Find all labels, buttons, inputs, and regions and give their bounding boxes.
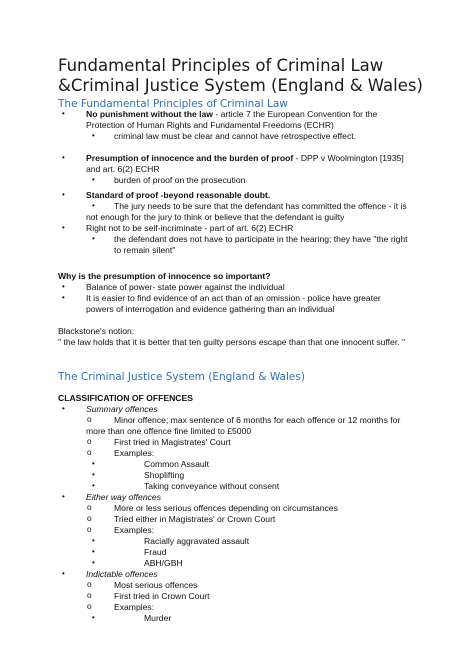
sub-point: The jury needs to be sure that the defendant has committed the offence - it is xyxy=(114,201,407,211)
category-item: First tried in Crown Court xyxy=(114,591,210,601)
principle-detail: - DPP v Woolmington [1935] xyxy=(293,153,404,163)
example-item: Common Assault xyxy=(144,459,209,469)
bullet-icon: • xyxy=(62,282,65,291)
principle-self-incrimination: Right not to be self-incriminate - part of art. 6(2) ECHR xyxy=(86,223,294,233)
blackstone-label: Blackstone's notion: xyxy=(58,326,135,336)
principle-presumption xyxy=(86,153,404,164)
document-title-line1: Fundamental Principles of Criminal Law xyxy=(58,56,384,75)
principle-label: Presumption of innocence and the burden of proof xyxy=(86,153,294,163)
blackstone-quote: " the law holds that it is better that ten guilty persons escape than that one innocent suffer. " xyxy=(58,337,406,347)
why-item: Balance of power- state power against the individual xyxy=(86,282,285,292)
bullet-icon: • xyxy=(62,404,65,413)
bullet-icon: • xyxy=(92,201,95,210)
circle-bullet-icon: o xyxy=(87,591,92,600)
bullet-icon: • xyxy=(92,175,95,184)
bullet-icon: • xyxy=(62,153,65,162)
category-item: First tried in Magistrates' Court xyxy=(114,437,231,447)
bullet-icon: • xyxy=(92,459,95,468)
principle-detail-cont: Protection of Human Rights and Fundamental Freedoms (ECHR) xyxy=(86,120,334,130)
example-item: Racially aggravated assault xyxy=(144,536,250,546)
sub-point-cont: to remain silent" xyxy=(114,245,176,255)
category-item: Examples: xyxy=(114,525,155,535)
category-item: Examples: xyxy=(114,602,155,612)
principle-standard-of-proof: Standard of proof -beyond reasonable doubt. xyxy=(86,190,271,200)
principle-detail: - article 7 the European Convention for the xyxy=(213,109,378,119)
sub-point-cont: not enough for the jury to think or believe that the defendant is guilty xyxy=(86,212,345,222)
principle-label: No punishment without the law xyxy=(86,109,213,119)
category-item: More or less serious offences depending on circumstances xyxy=(114,503,338,513)
bullet-icon: • xyxy=(62,293,65,302)
example-item: Murder xyxy=(144,613,172,623)
category-item: Minor offence; max sentence of 6 months for each offence or 12 months for xyxy=(114,415,401,425)
bullet-icon: • xyxy=(62,492,65,501)
sub-point: criminal law must be clear and cannot have retrospective effect. xyxy=(114,131,357,141)
principle-detail-cont: and art. 6(2) ECHR xyxy=(86,164,160,174)
principle-no-punishment xyxy=(86,109,377,120)
circle-bullet-icon: o xyxy=(87,580,92,589)
section-heading-cjs: The Criminal Justice System (England & Wales) xyxy=(58,371,305,383)
bullet-icon: • xyxy=(92,547,95,556)
circle-bullet-icon: o xyxy=(87,415,92,424)
example-item: ABH/GBH xyxy=(144,558,183,568)
circle-bullet-icon: o xyxy=(87,514,92,523)
bullet-icon: • xyxy=(92,481,95,490)
bullet-icon: • xyxy=(62,190,65,199)
bullet-icon: • xyxy=(92,613,95,622)
category-summary: Summary offences xyxy=(86,404,158,414)
example-item: Shoplifting xyxy=(144,470,185,480)
sub-point: burden of proof on the prosecution xyxy=(114,175,246,185)
category-item-cont: more than one offence fine limited to £5000 xyxy=(86,426,252,436)
why-question: Why is the presumption of innocence so important? xyxy=(58,271,271,281)
category-item: Tried either in Magistrates' or Crown Court xyxy=(114,514,276,524)
bullet-icon: • xyxy=(92,234,95,243)
bullet-icon: • xyxy=(62,223,65,232)
example-item: Fraud xyxy=(144,547,167,557)
bullet-icon: • xyxy=(62,109,65,118)
category-item: Most serious offences xyxy=(114,580,198,590)
bullet-icon: • xyxy=(92,558,95,567)
bullet-icon: • xyxy=(62,569,65,578)
why-item: It is easier to find evidence of an act than of an omission - police have greater xyxy=(86,293,381,303)
circle-bullet-icon: o xyxy=(87,525,92,534)
circle-bullet-icon: o xyxy=(87,602,92,611)
sub-point: the defendant does not have to participate in the hearing; they have "the right xyxy=(114,234,408,244)
why-item-cont: powers of interrogation and evidence gathering than an individual xyxy=(86,304,335,314)
classification-heading: CLASSIFICATION OF OFFENCES xyxy=(58,393,193,403)
bullet-icon: • xyxy=(92,536,95,545)
circle-bullet-icon: o xyxy=(87,437,92,446)
example-item: Taking conveyance without consent xyxy=(144,481,280,491)
circle-bullet-icon: o xyxy=(87,448,92,457)
category-item: Examples: xyxy=(114,448,155,458)
document-title-line2: &Criminal Justice System (England & Wales) xyxy=(58,76,423,95)
bullet-icon: • xyxy=(92,470,95,479)
section-heading-principles: The Fundamental Principles of Criminal Law xyxy=(58,98,288,110)
circle-bullet-icon: o xyxy=(87,503,92,512)
bullet-icon: • xyxy=(92,131,95,140)
category-indictable: Indictable offences xyxy=(86,569,158,579)
category-either-way: Either way offences xyxy=(86,492,161,502)
